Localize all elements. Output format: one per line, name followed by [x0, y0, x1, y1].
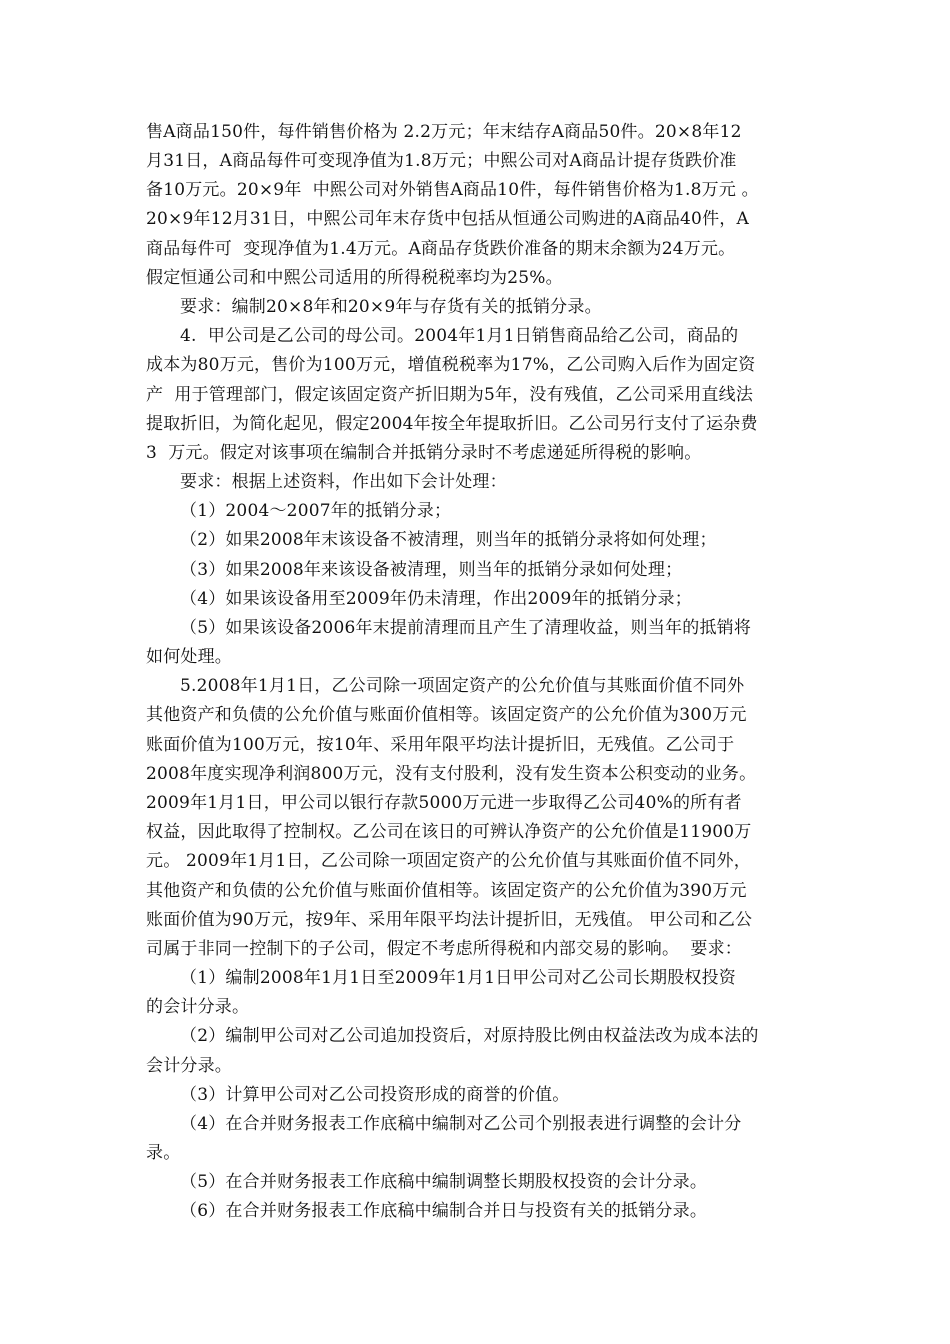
list-item: （2）如果2008年末该设备不被清理，则当年的抵销分录将如何处理；	[180, 530, 717, 550]
text-line: 如何处理。	[146, 647, 232, 667]
question-4-start: 4. 甲公司是乙公司的母公司。2004年1月1日销售商品给乙公司，商品的	[180, 326, 739, 346]
text-line: 录。	[146, 1143, 181, 1163]
list-item: （5）在合并财务报表工作底稿中编制调整长期股权投资的会计分录。	[180, 1172, 708, 1192]
list-item: （3）计算甲公司对乙公司投资形成的商誉的价值。	[180, 1085, 570, 1105]
text-line: 2008年度实现净利润800万元，没有支付股利，没有发生资本公积变动的业务。	[146, 764, 757, 784]
text-line: 提取折旧，为简化起见，假定2004年按全年提取折旧。乙公司另行支付了运杂费	[146, 414, 758, 434]
text-line: 备10万元。20×9年 中熙公司对外销售A商品10件，每件销售价格为1.8万元 。	[146, 180, 759, 200]
list-item: （4）在合并财务报表工作底稿中编制对乙公司个别报表进行调整的会计分	[180, 1114, 742, 1134]
requirement-heading: 要求：编制20×8年和20×9年与存货有关的抵销分录。	[180, 297, 602, 317]
text-line: 3 万元。假定对该事项在编制合并抵销分录时不考虑递延所得税的影响。	[146, 443, 702, 463]
text-line: 元。 2009年1月1日，乙公司除一项固定资产的公允价值与其账面价值不同外，	[146, 851, 751, 871]
list-item: （1）编制2008年1月1日至2009年1月1日甲公司对乙公司长期股权投资	[180, 968, 737, 988]
requirement-heading: 要求：根据上述资料，作出如下会计处理：	[180, 472, 507, 492]
text-line: 假定恒通公司和中熙公司适用的所得税税率均为25%。	[146, 268, 563, 288]
text-line: 20×9年12月31日，中熙公司年末存货中包括从恒通公司购进的A商品40件，A	[146, 209, 749, 229]
text-line: 2009年1月1日，甲公司以银行存款5000万元进一步取得乙公司40%的所有者	[146, 793, 742, 813]
text-line: 售A商品150件，每件销售价格为 2.2万元；年末结存A商品50件。20×8年12	[146, 122, 742, 142]
list-item: （6）在合并财务报表工作底稿中编制合并日与投资有关的抵销分录。	[180, 1201, 708, 1221]
text-line: 会计分录。	[146, 1056, 232, 1076]
text-line: 其他资产和负债的公允价值与账面价值相等。该固定资产的公允价值为390万元	[146, 881, 747, 901]
text-line: 产 用于管理部门，假定该固定资产折旧期为5年，没有残值，乙公司采用直线法	[146, 385, 754, 405]
list-item: （4）如果该设备用至2009年仍未清理，作出2009年的抵销分录；	[180, 589, 692, 609]
text-line: 的会计分录。	[146, 997, 250, 1017]
text-line: 司属于非同一控制下的子公司，假定不考虑所得税和内部交易的影响。 要求：	[146, 939, 743, 959]
list-item: （5）如果该设备2006年末提前清理而且产生了清理收益，则当年的抵销将	[180, 618, 752, 638]
list-item: （3）如果2008年来该设备被清理，则当年的抵销分录如何处理；	[180, 560, 683, 580]
list-item: （1）2004～2007年的抵销分录；	[180, 501, 452, 521]
text-line: 账面价值为90万元，按9年、采用年限平均法计提折旧，无残值。 甲公司和乙公	[146, 910, 753, 930]
text-line: 成本为80万元，售价为100万元，增值税税率为17%，乙公司购入后作为固定资	[146, 355, 756, 375]
text-line: 账面价值为100万元，按10年、采用年限平均法计提折旧，无残值。乙公司于	[146, 735, 735, 755]
list-item: （2）编制甲公司对乙公司追加投资后，对原持股比例由权益法改为成本法的	[180, 1026, 759, 1046]
text-line: 商品每件可 变现净值为1.4万元。A商品存货跌价准备的期末余额为24万元。	[146, 239, 736, 259]
text-line: 权益，因此取得了控制权。乙公司在该日的可辨认净资产的公允价值是11900万	[146, 822, 752, 842]
text-line: 其他资产和负债的公允价值与账面价值相等。该固定资产的公允价值为300万元	[146, 705, 747, 725]
text-line: 月31日，A商品每件可变现净值为1.8万元；中熙公司对A商品计提存货跌价准	[146, 151, 737, 171]
question-5-start: 5.2008年1月1日，乙公司除一项固定资产的公允价值与其账面价值不同外	[180, 676, 745, 696]
